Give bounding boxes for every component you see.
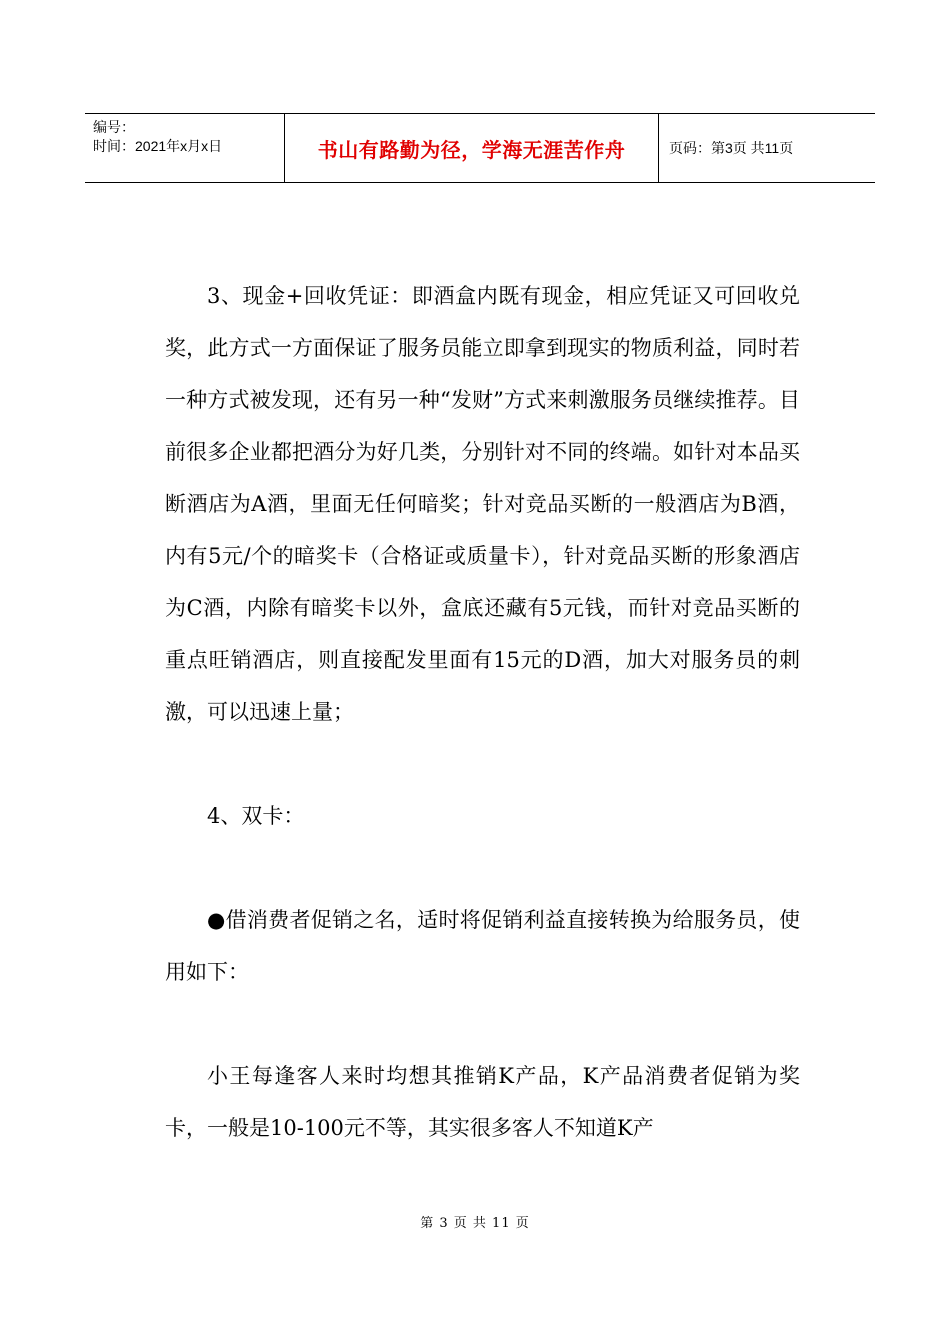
paragraph-bullet-promotion: ●借消费者促销之名，适时将促销利益直接转换为给服务员，使用如下： (165, 908, 800, 984)
document-time-label: 时间：2021年x月x日 (93, 138, 223, 154)
document-body (165, 270, 800, 1154)
paragraph-cash-voucher: 3、现金+回收凭证：即酒盒内既有现金，相应凭证又可回收兑奖，此方式一方面保证了服务员能立即拿到现实的物质利益，同时若一种方式被发现，还有另一种“发财”方式来刺激服务员继续推荐。目前很多企业都把酒分为好几类，分别针对不同的终端。如针对本品买断酒店为A酒，里面无任何暗奖；针对竞品买断的一般酒店为B酒，内有5元/个的暗奖卡（合格证或质量卡），针对竞品买断的形象酒店为C酒，内除有暗奖卡以外，盒底还藏有5元钱，而针对竞品买断的重点旺销酒店，则直接配发里面有15元的D酒，加大对服务员的刺激，可以迅速上量； (165, 284, 800, 724)
paragraph-double-card: 4、双卡： (207, 804, 305, 828)
document-number-label: 编号： (93, 119, 135, 135)
paragraph-example: 小王每逢客人来时均想其推销K产品，K产品消费者促销为奖卡，一般是10-100元不等，其实很多客人不知道K产 (165, 1064, 800, 1140)
paragraph-spacer (165, 998, 800, 1050)
document-header (85, 113, 875, 183)
paragraph-spacer (165, 842, 800, 894)
header-meta-cell (85, 114, 285, 182)
header-motto: 书山有路勤为径，学海无涯苦作舟 (285, 114, 659, 182)
header-page-info: 页码：第3页 共11页 (669, 140, 794, 156)
page-footer: 第 3 页 共 11 页 (420, 1216, 530, 1231)
paragraph-spacer (165, 738, 800, 790)
